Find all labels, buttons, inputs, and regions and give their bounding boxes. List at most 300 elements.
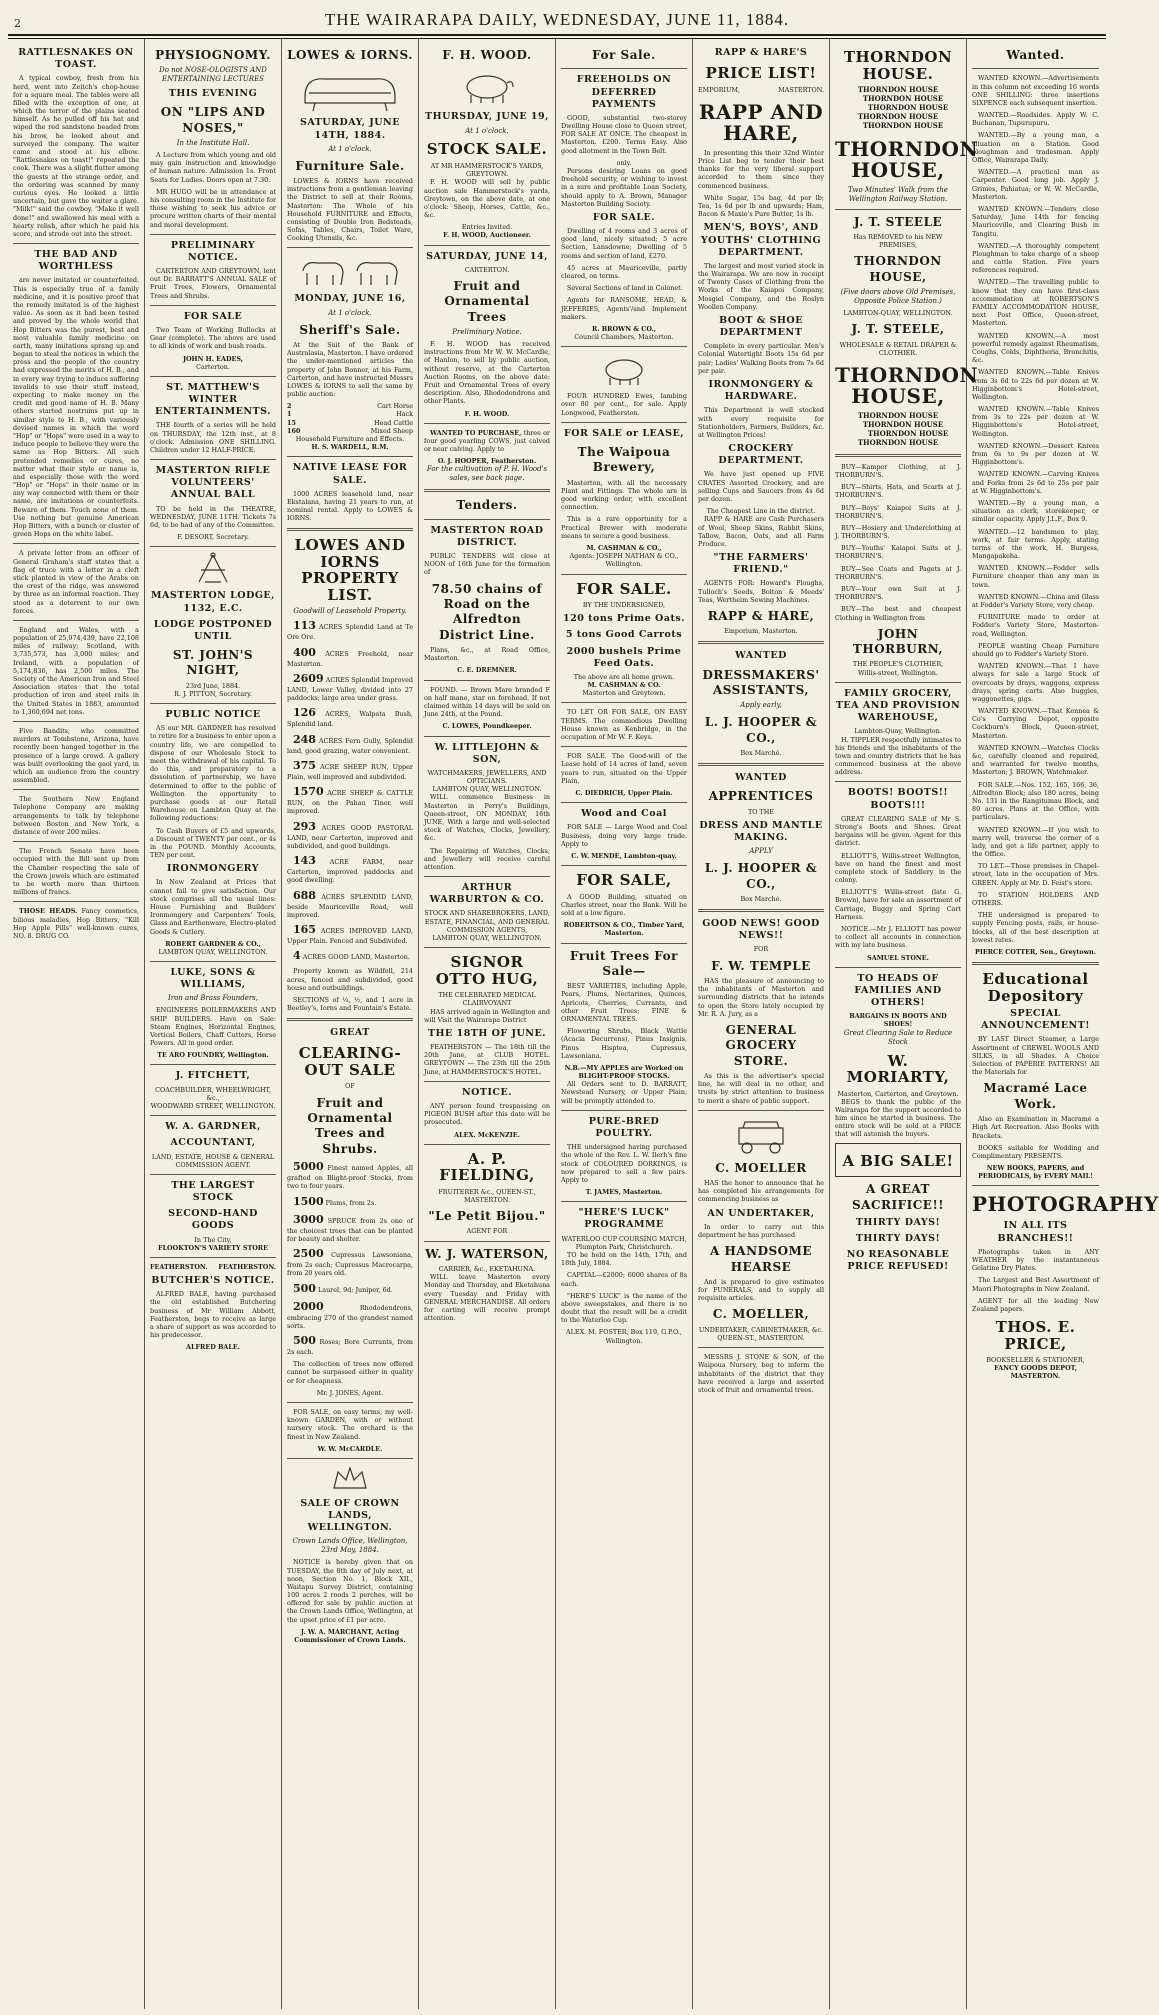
divider	[424, 1144, 550, 1145]
ad-date: THURSDAY, JUNE 19,	[425, 111, 549, 123]
article-title: RATTLESNAKES ON TOAST.	[18, 47, 134, 71]
divider	[972, 962, 1099, 965]
property-list	[287, 619, 413, 963]
ad-heading: Furniture Sale.	[295, 158, 405, 173]
property-item	[287, 949, 413, 963]
ad-heading: LODGE POSTPONED UNTIL	[153, 618, 273, 642]
ad-text: "HERE'S LUCK" is the name of the above sweepstakes, and there is no doubt that the result will be a credit to the Waterloo Cup.	[561, 1291, 687, 1325]
property-text: ACRES GOOD LAND, Masterton.	[302, 953, 410, 962]
ad-text: Also an Examination in Macramé a High Art Recreation. Also Books with Brackets.	[972, 1115, 1099, 1140]
ad-subtitle: THE CELEBRATED MEDICAL CLAIRVOYANT	[438, 991, 536, 1008]
article-text-inline: Fancy cosmetics, bilious maladies, Hop Bitters, "Kill Hop Apple Pills" well-known cures, NO. 8. DRUG CO.	[13, 907, 139, 940]
ad-heading: BOOT & SHOE DEPARTMENT	[719, 314, 803, 339]
ad-subtitle: COACHBUILDER, WHEELWRIGHT, &c.,	[155, 1085, 271, 1102]
thorndon-line: THORNDON HOUSE	[857, 410, 939, 420]
ad-signature: L. J. HOOPER & CO.,	[704, 715, 818, 745]
ad-text: NOTICE.—Mr J. ELLIOTT has power to collect all accounts in connection with my late business.	[835, 925, 961, 950]
column-7	[830, 39, 979, 2009]
article-text: England and Wales, with a population of 25,974,439, have 22,108 miles of railway; Scotland, with 3,735,573, has 3,000 miles; and Ireland, with a population of 5,174,836, has 2,500 miles. The Society of the American Iron and Steel Association states that the total production of iron and steel rails in the United States in 1883, amounted to 1,360,694 net tons.	[13, 625, 139, 716]
ad-text: SECTIONS of ¼, ½, and 1 acre in Beetley's, Iorns and Fountain's Estate.	[287, 995, 413, 1013]
lot-row: 15 Head Cattle	[287, 418, 413, 427]
column-8	[967, 39, 1159, 2009]
ad-signature: H. S. WARDELL, R.M.	[311, 443, 389, 452]
divider	[561, 346, 687, 347]
divider	[287, 247, 413, 248]
ad-subtitle: Crown Lands Office, Wellington, 23rd May, 1884.	[292, 1537, 408, 1555]
ad-title: LOWES & IORNS.	[287, 48, 413, 62]
ad-text: GOOD, substantial two-storey Dwelling House close to Queen street, FOR SALE AT ONCE. The cheapest in Masterton. £200. Terms Easy. Also good allotment in the Town Belt.	[561, 113, 687, 155]
ad-heading: ST. MATTHEW'S WINTER ENTERTAINMENTS.	[155, 381, 271, 418]
ad-heading: Fruit and Ornamental Trees	[444, 279, 530, 324]
property-acres: 375	[293, 758, 316, 772]
divider	[13, 543, 139, 544]
ad-heading: CROCKERY DEPARTMENT.	[718, 443, 804, 467]
tree-count: 1500	[293, 1194, 324, 1208]
ad-heading: LUKE, SONS & WILLIAMS,	[170, 967, 256, 991]
tree-count: 2500	[293, 1247, 324, 1261]
ad-title: PHOTOGRAPHY	[972, 1192, 1159, 1217]
property-item	[287, 759, 413, 781]
ad-heading: SALE OF CROWN LANDS, WELLINGTON.	[300, 1497, 400, 1534]
ad-text: The collection of trees now offered cannot be surpassed either in quality or for cheapness.	[287, 1360, 413, 1385]
wanted-item: WANTED KNOWN.—Watches Clocks &c, carefully cleaned and repaired, and warranted for twelve months, Masterton; J. BROWN, Watchmaker.	[972, 743, 1099, 777]
ad-text: Entries Invited.	[461, 223, 513, 232]
ad-heading: WANTED	[735, 650, 787, 662]
ad-heading: DRESS AND MANTLE MAKING.	[699, 819, 823, 844]
ad-text: AGENT for all the leading New Zealand papers.	[972, 1296, 1099, 1313]
divider	[561, 702, 687, 703]
ad-subtitle: Iron and Brass Founders,	[167, 994, 258, 1003]
ad-text: FOR SALE — Large Wood and Coal Business, doing very large trade. Apply to	[561, 823, 687, 848]
ad-signature: O. J. HOOPER, Featherston.	[437, 457, 537, 466]
divider	[287, 528, 413, 531]
ad-heading: AN UNDERTAKER,	[707, 1207, 815, 1219]
property-text: ACRES GOOD PASTORAL LAND, near Carterton, improved and subdivided, and good buildings.	[287, 823, 413, 850]
tree-count: 500	[293, 1281, 316, 1295]
ad-text: Plans, &c., at Road Office, Masterton.	[424, 646, 550, 663]
ad-text: 45 acres at Mauriceville, partly cleared, on terms.	[561, 263, 687, 280]
property-acres: 143	[293, 854, 316, 868]
ad-signature: ROBERTSON & CO., Timber Yard, Masterton.	[563, 921, 685, 938]
ad-text	[424, 429, 550, 454]
property-item	[287, 854, 413, 884]
ad-heading: Wood and Coal	[581, 808, 667, 820]
ad-place: Emporium, Masterton.	[724, 627, 798, 636]
property-item	[287, 889, 413, 919]
tree-count: 500	[293, 1334, 316, 1348]
ad-place: LAMBTON QUAY, WELLINGTON.	[432, 785, 542, 794]
ad-subtitle: WHOLESALE & RETAIL DRAPER & CLOTHIER.	[839, 340, 957, 357]
ad-text: GREAT CLEARING SALE of Mr S. Strong's Boots and Shoes. Great bargains will be given. Agent for this district.	[835, 814, 961, 848]
ad-heading: IN ALL ITS BRANCHES!!	[997, 1220, 1074, 1244]
ad-title: PHYSIOGNOMY.	[155, 48, 271, 62]
article-text: Five Bandits, who committed murders at Tombstone, Arizona, have recently been hanged together in the presence of a large crowd. A gallery was built overlooking the gaol yard, in which an audience from the country assembled.	[13, 726, 139, 785]
divider	[561, 422, 687, 423]
ad-text: BEGS to thank the public of the Wairarapa for the support accorded to him since he started in business. The entire stock will be sold at a PRICE that will astonish the buyers.	[835, 1097, 961, 1139]
ad-text: Persons desiring Loans on good freehold security, or wishing to invest in a sure and profitable Loan Society, should apply to A. Brown, Manager Masterton Building Society.	[561, 166, 687, 208]
divider	[424, 1081, 550, 1082]
hearse-illustration-icon	[731, 1116, 791, 1156]
property-text: ACRES Splendid Land at Te Ore Ore.	[287, 623, 413, 642]
ad-place: LAMBTON QUAY, WELLINGTON.	[158, 947, 268, 956]
ad-heading: LOWES AND IORNS PROPERTY LIST.	[294, 536, 406, 604]
ad-heading: IRONMONGERY	[166, 863, 259, 875]
ad-heading: J. T. STEELE,	[851, 322, 945, 337]
ad-subtitle: WATERLOO CUP COURSING MATCH, Plumpton Park, Christchurch.	[561, 1234, 687, 1251]
ad-heading: ACCOUNTANT,	[170, 1137, 256, 1149]
column-5	[556, 39, 693, 2009]
column-6	[693, 39, 830, 2009]
divider	[835, 454, 961, 457]
tree-count: 2000	[293, 1299, 324, 1313]
ad-heading: NATIVE LEASE FOR SALE.	[292, 462, 408, 486]
ad-signature: JOHN H. EADES,	[182, 354, 244, 363]
divider	[698, 641, 824, 644]
ad-text: TO be held in the THEATRE, WEDNESDAY, JUNE 11TH. Tickets 7s 6d, to be had of any of the Committee.	[150, 504, 276, 529]
thorndon-line: THORNDON HOUSE	[867, 102, 949, 112]
divider	[150, 376, 276, 377]
ad-text: This is a rare opportunity for a Practical Brewer with moderate means to secure a good business.	[561, 515, 687, 540]
ad-heading: FEATHERSTON.	[218, 1262, 276, 1271]
ad-text: BEST VARIETIES, including Apple, Pears, Plums, Nectarines, Quinces, Apricots, Cherries, Currants, and other Fruit Trees; FINE & ORNAMENTAL TREES.	[561, 982, 687, 1023]
ad-heading: GOOD NEWS! GOOD NEWS!!	[702, 918, 820, 942]
ad-subtitle: FRUITERER &c., QUEEN-ST., MASTERTON.	[438, 1187, 536, 1204]
lot-row: 1 Hack	[287, 410, 413, 419]
divider	[424, 736, 550, 737]
property-text: ACRE SHEEP RUN, Upper Plain, well improved and subdivided.	[287, 762, 413, 781]
tree-item	[287, 1247, 413, 1277]
ad-heading: THORNDON HOUSE,	[854, 254, 942, 284]
divider	[150, 1257, 276, 1258]
wanted-item: WANTED KNOWN.—Tenders close Saturday, June 14th for fencing Mauriceville, and Clearing Bush in Tangitu.	[972, 204, 1099, 238]
ad-heading: A GREAT SACRIFICE!!	[852, 1182, 944, 1212]
tree-item	[287, 1160, 413, 1190]
wanted-item: FOR SALE.—Nos. 152, 165, 166, 36, Alfredton Block; also 180 acres, being No. 131 in the Rangitumau Block, and 80 acres. Plans at the Office, with particulars.	[972, 780, 1099, 822]
divider	[698, 1110, 824, 1111]
ad-heading: F. W. TEMPLE	[711, 958, 811, 973]
ad-heading: STOCK SALE.	[426, 140, 548, 159]
property-acres: 688	[293, 888, 316, 902]
ad-text: BOOKS suitable for Wedding and Complimentary PRESENTS.	[972, 1143, 1099, 1160]
thorburn-item: BUY—The best and cheapest Clothing in Wellington from	[835, 605, 961, 622]
ad-heading: RAPP & HARE'S	[714, 47, 808, 58]
ad-text: Agents for RANSOME, HEAD, & JEFFERIES, Agents'/and Implement makers.	[561, 296, 687, 321]
divider	[13, 841, 139, 842]
ad-text: ELLIOTT'S, Willis-street Wellington, have on hand the finest and most complete stock of Saddlery in the colony.	[835, 851, 961, 885]
tree-item	[287, 1300, 413, 1330]
sofa-illustration-icon	[295, 67, 405, 113]
cattle-illustration-icon	[295, 253, 405, 289]
crown-seal-icon	[328, 1464, 372, 1494]
ad-heading: FAMILY GROCERY, TEA AND PROVISION WAREHOUSE,	[835, 687, 961, 724]
ad-heading: FREEHOLDS ON DEFERRED PAYMENTS	[576, 74, 672, 110]
ad-text: Property known as Wildfell, 214 acres, fenced and subdivided, good house and outbuildings.	[287, 967, 413, 992]
wanted-item: WANTED KNOWN.—If you wish to marry well, traverse the corner of a lady, and get a life partner, apply to the Office.	[972, 825, 1099, 859]
ad-heading: "THE FARMERS' FRIEND."	[713, 552, 809, 576]
ad-heading: 2000 bushels Prime Feed Oats.	[566, 645, 682, 669]
ad-date: THE 18TH OF JUNE.	[427, 1027, 546, 1039]
tree-item	[287, 1334, 413, 1356]
section-title: Wanted.	[1006, 48, 1065, 62]
ad-subtitle: OF	[345, 1082, 355, 1091]
property-acres: 165	[293, 923, 316, 936]
ad-heading: J. FITCHETT,	[175, 1070, 251, 1082]
ad-heading: BOOTS! BOOTS!! BOOTS!!!	[847, 787, 949, 811]
ad-heading: IRONMONGERY & HARDWARE.	[708, 379, 814, 403]
property-text: ACRE FARM, near Carterton, improved paddocks and good dwelling.	[287, 858, 413, 885]
ad-subtitle: Do not NOSE-OLOGISTS AND ENTERTAINING LECTURES	[159, 66, 267, 84]
ad-subtitle: In the Institute Hall.	[176, 139, 250, 148]
thorndon-line: THORNDON HOUSE	[857, 111, 939, 121]
ad-place: Box Marché.	[740, 894, 782, 903]
ad-place: Box Marché.	[740, 749, 782, 758]
property-acres: 4	[293, 949, 301, 963]
wanted-item: FURNITURE made to order at Fodder's Variety Store, Masterton-road, Wellington.	[972, 613, 1099, 638]
divider	[561, 68, 687, 69]
divider	[424, 245, 550, 246]
ad-title: Educational Depository	[982, 970, 1089, 1005]
thorndon-line: THORNDON HOUSE	[857, 437, 939, 447]
ad-text: The largest and most varied stock in the Wairarapa. We are now in receipt of Twenty Cases of Clothing from the Works of the Kaiapoi Company, Mosgiel Company, and the Roslyn Woollen Company.	[698, 261, 824, 311]
tree-text: Rhododendrons, embracing 270 of the grandest named sorts.	[287, 1303, 413, 1330]
ad-heading: FEATHERSTON.	[150, 1262, 208, 1271]
ad-text: A Lecture from which young and old may gain instruction and knowledge of human nature. Admission 1s. Front Seats for Ladies. Doors open at 7.30.	[150, 151, 276, 184]
ad-text: FOUR HUNDRED Ewes, lambing over 80 per cent., for sale. Apply Longwood, Featherston.	[561, 392, 687, 417]
property-acres: 113	[293, 619, 316, 633]
tree-item	[287, 1195, 413, 1209]
wanted-list	[972, 74, 1099, 907]
ad-place: Carterton.	[196, 362, 230, 371]
divider	[835, 781, 961, 782]
ad-text: Agents: JOSEPH NATHAN & CO., Wellington.	[569, 552, 679, 569]
tree-count: 3000	[293, 1212, 324, 1226]
property-acres: 1570	[293, 785, 324, 799]
ad-heading: PURE-BRED POULTRY.	[588, 1115, 660, 1140]
ad-signature: C. DIEDRICH, Upper Plain.	[575, 788, 673, 797]
article-text: The French Senate have been occupied with the Bill sent up from the Chamber respecting the sale of the Crown jewels which are estimated to be worth more than thirteen millions of francs.	[13, 847, 139, 897]
wanted-item: WANTED KNOWN.—Fodder sells Furniture cheaper than any man in town.	[972, 564, 1099, 589]
divider	[424, 1241, 550, 1242]
ad-signature: SAMUEL STONE.	[867, 953, 929, 962]
divider	[698, 909, 824, 912]
ad-text: FOR SALE, on easy terms, my well-known GARDEN, with or without nursery stock. The orchard is the finest in New Zealand.	[287, 1408, 413, 1441]
ad-text: ANY person found trespassing on PIGEON BUSH after this date will be prosecuted.	[424, 1101, 550, 1127]
divider	[835, 209, 961, 210]
ad-text: ELLIOTT'S Willis-street (late G. Brown), have for sale an assortment of Carriage, Buggy and Spring Cart Harness.	[835, 888, 961, 921]
ad-subtitle: BARGAINS IN BOOTS AND SHOES!	[849, 1012, 947, 1029]
ad-text: The Repairing of Watches, Clocks, and Jewellery will receive careful attention.	[424, 846, 550, 871]
page-number: 2	[14, 17, 21, 30]
property-item	[287, 820, 413, 850]
ad-text: ALFRED BALE, having purchased the old established Butchering business of Mr William Abbott, Featherston, begs to receive as large a share of support as was accorded to his predecessor.	[150, 1290, 276, 1340]
wanted-item: WANTED KNOWN.—A most powerful remedy against Rheumatism, Coughs, Colds, Diphtheria, Bronchitis, &c.	[972, 331, 1099, 365]
ad-text: THE fourth of a series will be held on THURSDAY, the 12th inst., at 8 o'clock. Admission ONE SHILLING. Children under 12 HALF-PRICE.	[150, 421, 276, 454]
ad-heading: JOHN THORBURN,	[852, 626, 944, 657]
property-acres: 248	[293, 732, 316, 746]
divider	[424, 519, 550, 520]
thorburn-item: BUY—Hosiery and Underclothing at J. THORBURN'S.	[835, 523, 961, 541]
ad-text: WILL commence Business in Masterton in Perry's Buildings, Queen-street, ON MONDAY, 16th JUNE, With a large and well-selected stock of Watches, Clocks, Jewellery, &c.	[424, 793, 550, 843]
ad-title: THORNDON HOUSE.	[843, 48, 953, 83]
masonic-emblem-icon	[193, 552, 233, 586]
divider	[424, 680, 550, 681]
ad-heading: A BIG SALE!	[842, 1151, 954, 1170]
ad-text: In The City,	[194, 1235, 232, 1244]
ad-text: In order to carry out this department he has purchased	[698, 1222, 824, 1239]
ad-heading: The Waipoua Brewery,	[577, 445, 671, 475]
wanted-item: WANTED KNOWN.—Table Knives from 3s to 22s per dozen at W. Higginbottom's Hotel-street, Wellington.	[972, 405, 1099, 438]
ad-text: In New Zealand at Prices that cannot fail to give satisfaction. Our stock comprises all the usual lines: House Furnishing and Builders' Ironmongery and Carpenters' Tools, Glass and Earthenware, Electro-plated Goods & Cutlery.	[150, 878, 276, 936]
tree-item	[287, 1213, 413, 1243]
ad-title: PRICE LIST!	[705, 64, 817, 83]
ad-signature: PIERCE COTTER, Sen., Greytown.	[975, 947, 1096, 956]
divider	[150, 961, 276, 962]
article-text	[13, 907, 139, 940]
ad-text: Has REMOVED to his NEW PREMISES,	[853, 233, 943, 250]
thorndon-list	[835, 86, 961, 131]
ad-signature: THOS. E. PRICE,	[995, 1318, 1076, 1353]
divider	[287, 1458, 413, 1459]
ad-text: only.	[616, 158, 632, 167]
ad-text: MR HUGO will be in attendance at his consulting room in the Institute for those wishing to seek his advice or procure written charts of their mental and moral development.	[150, 187, 276, 229]
ad-signature: R. J. PITTON, Secretary.	[174, 689, 252, 698]
ad-text: HAS the honor to announce that he has completed his arrangements for commencing business as	[698, 1179, 824, 1204]
ad-date: SATURDAY, JUNE 14,	[426, 250, 548, 262]
lot-row: 160 Mixed Sheep	[287, 426, 413, 435]
divider	[698, 763, 824, 766]
ad-heading: W. A. GARDNER,	[165, 1121, 261, 1133]
property-item	[287, 706, 413, 728]
ad-heading: ST. JOHN'S NIGHT,	[172, 648, 254, 678]
ad-signature: M. CASHMAN & CO.,	[586, 544, 662, 553]
divider	[150, 1064, 276, 1065]
ad-place: Masterton, Carterton, and Greytown.	[837, 1089, 959, 1098]
ad-text: The Cheapest Line in the district.	[706, 507, 816, 516]
ad-text: AGENTS FOR: Howard's Ploughs, Tulloch's Seeds, Bolton & Meeds' Teas, Wertheim Sewing Machines.	[698, 579, 824, 604]
wanted-item: WANTED.—By a young man, a situation on a Station. Good ploughman and tradesman. Apply Office, Wairarapa Daily.	[972, 131, 1099, 165]
ad-heading: W. J. WATERSON,	[425, 1246, 549, 1261]
ad-heading: ARTHUR WARBURTON & CO.	[429, 882, 545, 906]
ad-heading: 78.50 chains of Road on the Alfredton District Line.	[431, 581, 543, 642]
ad-text: AGENT FOR	[466, 1227, 508, 1236]
ad-heading: MEN'S, BOYS', AND YOUTHS' CLOTHING DEPARTMENT.	[700, 222, 822, 258]
thorndon-list	[835, 412, 961, 448]
wanted-item: PEOPLE wanting Cheap Furniture should go to Fodder's Variety Store.	[972, 641, 1099, 658]
ad-text: We have just opened up FIVE CRATES Assorted Crockery, and are selling Cups and Saucers from 4s 6d per dozen.	[698, 470, 824, 503]
article-text: are never imitated or counterfeited. This is especially true of a family medicine, and it is positive proof that the remedy imitated is of the highest value. As soon as it had been tested and proved by the whole world that Hop Bitters was the purest, best and most valuable family medicine on earth, many imitations sprang up and began to steal the notices in which the press and the people of the country had expressed the merits of H. B., and in every way trying to induce suffering invalids to use their stuff instead, expecting to make money on the credit and good name of H. B. Many others started nostrums put up in similar style to H. B., with variously devised names in which the word "Hop" or "Hops" were used in a way to induce people to believe they were the same as Hop Bitters. All such pretended remedies or cures, no matter what their style or name is, and especially those with the word "Hop" or "Hops" in their name or in any way connected with them or their name, are imitations or counterfeits. Beware of them. Touch none of them. Use nothing but genuine American Hop Bitters, with a bunch or cluster of green Hops on the white label.	[13, 276, 139, 539]
property-text: ACRES SPLENDID LAND, beside Mauriceville Road, well improved.	[287, 892, 413, 919]
ad-text: LOWES & IORNS have received instructions from a gentleman leaving the District to sell at their Rooms, Masterton: The Whole of his Household FURNITURE and Effects, consisting of Double Iron Bedsteads, Sofas, Tables, Chairs, Toilet Ware, Cooking Utensils, &c.	[287, 176, 413, 243]
ad-subtitle: Apply early,	[740, 701, 782, 710]
ad-heading: MASTERTON LODGE, 1132, E.C.	[151, 590, 275, 614]
property-acres: 400	[293, 645, 316, 659]
ad-date: SATURDAY, JUNE 14TH, 1884.	[300, 117, 400, 141]
ad-heading: NOTICE.	[461, 1086, 513, 1098]
tree-text: Roses; Bore Currants, from 2s each.	[287, 1338, 413, 1357]
ad-heading: PUBLIC NOTICE	[165, 709, 261, 721]
ad-text: F. H. WOOD has received instructions from Mr W. W. McCardle, of Hanlon, to sell by public auction, without reserve, at the Carterton Auction Rooms, on the above date: Fruit and Ornamental Trees of every description. Also, Rhododendrons and other Plants.	[424, 340, 550, 406]
ad-text: Several Sections of land in Colonet.	[567, 284, 683, 293]
divider	[150, 703, 276, 704]
ad-text: NEW BOOKS, PAPERS, and PERIODICALS, by EVERY MAIL!	[978, 1164, 1093, 1181]
column-3	[282, 39, 419, 2009]
ad-heading: SECOND-HAND GOODS	[168, 1208, 258, 1232]
property-text: ACRES, Walpata Bush, Splendid land.	[287, 710, 413, 729]
ad-title: F. H. WOOD.	[442, 48, 532, 62]
ad-text: TO be held on the 14th, 17th, and 18th July, 1884.	[561, 1250, 687, 1268]
ad-heading: FOR SALE	[183, 310, 243, 322]
tree-text: Plums, from 2s.	[325, 1198, 377, 1207]
ad-signature: R. BROWN & CO.,	[591, 324, 656, 333]
thorndon-line: THORNDON HOUSE	[857, 85, 939, 94]
divider	[561, 1201, 687, 1202]
property-item	[287, 785, 413, 815]
ad-text: ENGINEERS BOILERMAKERS AND SHIP BUILDERS. Have on Sale: Steam Engines, Horizontal Engines, Vertical Boilers, Chaff Cutters, Horse Powers. All in good order.	[150, 1006, 276, 1048]
ad-place: Lambton-Quay, Wellington.	[854, 727, 942, 736]
divider	[561, 802, 687, 803]
ad-note: For the cultivation of P. H. Wood's sales, see back page.	[426, 465, 548, 483]
thorndon-line: THORNDON HOUSE	[867, 428, 949, 438]
ad-text: TO LET OR FOR SALE, ON EASY TERMS. The commodious Dwelling House known as Kenbridge, in the occupation of Mr W. F. Keys.	[561, 708, 687, 742]
ad-heading: BUTCHER'S NOTICE.	[151, 1275, 275, 1287]
ad-date: 23rd June, 1884.	[185, 681, 241, 690]
ad-signature: RAPP & HARE,	[707, 608, 815, 623]
divider	[150, 1174, 276, 1175]
ad-text: Two Team of Working Bullocks at Gear (complete). The above are used to all kinds of work and bush roads.	[150, 326, 276, 351]
ad-signature: C. E. DREMNER.	[457, 666, 517, 675]
ad-text: LAND, ESTATE, HOUSE & GENERAL COMMISSION AGENT.	[151, 1152, 275, 1169]
ad-heading: THIS EVENING	[168, 88, 258, 100]
property-item	[287, 646, 413, 668]
divider	[150, 546, 276, 547]
tree-text: SPRUCE from 2s one of the choicest trees that can be planted for beauty and shelter.	[287, 1216, 413, 1243]
property-acres: 126	[293, 706, 316, 720]
ad-title: THORNDON HOUSE,	[835, 362, 979, 408]
ad-heading: ON "LIPS AND NOSES,"	[160, 105, 266, 135]
ad-text: FEATHERSTON — The 18th till the 20th June, at CLUB HOTEL. GREYTOWN — The 23th till the 25th June, at HAMMERSTOCK'S HOTEL.	[424, 1043, 550, 1076]
ad-heading: 120 tons Prime Oats.	[562, 613, 686, 625]
tree-list	[287, 1160, 413, 1356]
sheep-illustration-icon	[594, 352, 654, 388]
ad-heading: MASTERTON ROAD DISTRICT.	[430, 524, 544, 548]
divider	[835, 682, 961, 683]
wanted-item: WANTED KNOWN.—Advertisements in this column not exceeding 16 words ONE SHILLING: three insertions SIXPENCE each subsequent insertion.	[972, 74, 1099, 107]
divider	[561, 746, 687, 747]
ad-text: This Department is well stocked with every requisite for Stationholders, Farmers, Builders, &c. at Wellington Prices!	[698, 406, 824, 439]
ad-heading: A HANDSOME HEARSE	[709, 1244, 813, 1274]
divider	[150, 1115, 276, 1116]
ad-heading: PRELIMINARY NOTICE.	[170, 239, 256, 263]
ad-text: CARTERTON AND GREYTOWN, lent out Dr. BARRATT'S ANNUAL SALE of Fruit Trees, Flowers, Ornamental Trees and Shrubs.	[150, 267, 276, 300]
ad-text: MESSRS J. STONE & SON, of the Waipoua Nursery, beg to inform the inhabitants of the district that they have received a large and assorted stock of fruit and ornamental trees.	[698, 1353, 824, 1394]
divider	[150, 305, 276, 306]
property-item	[287, 923, 413, 945]
wanted-item: WANTED.—Roadsides. Apply W. C. Buchanan, Tupurupuru.	[972, 111, 1099, 128]
ad-signature: L. J. HOOPER & CO.,	[704, 861, 818, 891]
ad-text: The above are all home grown.	[573, 672, 675, 681]
ad-subtitle: STOCK AND SHAREBROKERS, LAND, ESTATE, FINANCIAL, AND GENERAL COMMISSION AGENTS,	[424, 909, 550, 934]
ad-heading-row: EMPORIUM, MASTERTON.	[698, 85, 824, 94]
wanted-item: WANTED KNOWN.—China and Glass at Fodder's Variety Store, very cheap.	[972, 592, 1099, 610]
divider	[150, 459, 276, 460]
ad-heading: "Le Petit Bijou."	[428, 1209, 546, 1224]
thorburn-item: BUY—Boys' Kaiapoi Suits at J. THORBURN'S.	[835, 503, 961, 520]
ad-heading: THIRTY DAYS!	[855, 1233, 941, 1245]
wanted-item: WANTED.—By a young man, a situation as clerk, storekeeper, or similar capacity. Apply J.L.F., Box 9.	[972, 498, 1099, 524]
ad-subtitle: Goodwill of Leasehold Property.	[293, 607, 407, 616]
section-title: For Sale.	[592, 48, 656, 62]
tree-text: Cupressus Lawsoniana, from 2s each; Cupressus Macrocarpa, from 20 years old.	[287, 1251, 413, 1278]
